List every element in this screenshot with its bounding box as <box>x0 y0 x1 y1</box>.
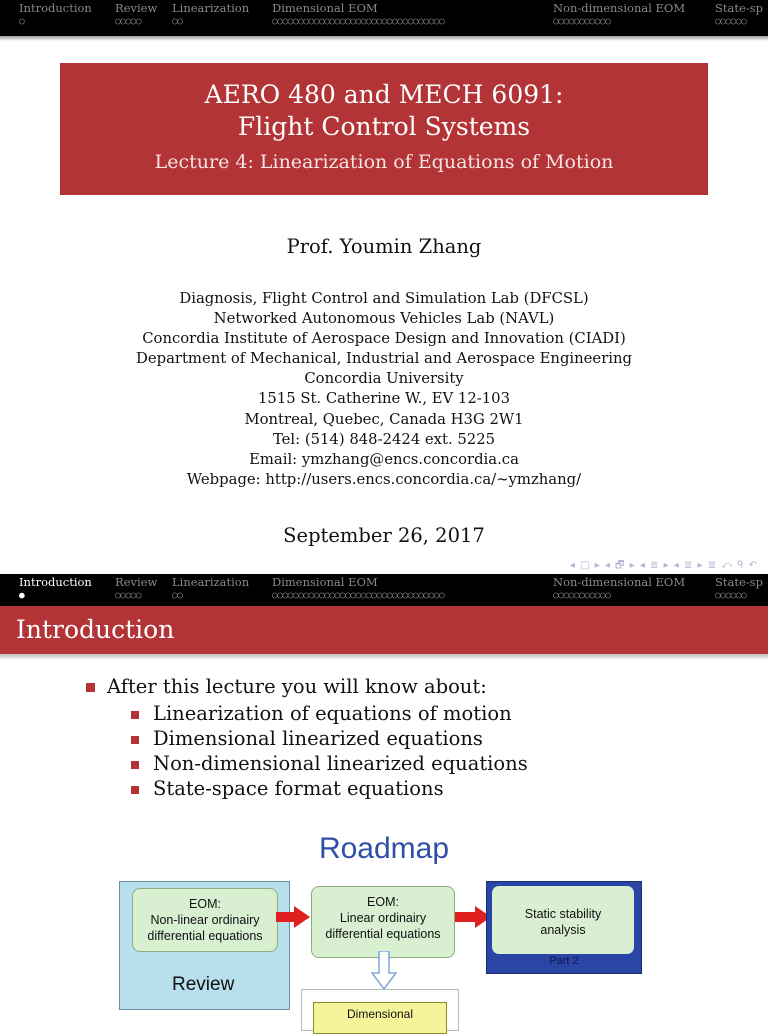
square-bullet-icon <box>131 711 139 719</box>
presentation-date: September 26, 2017 <box>283 524 485 547</box>
affiliation-block <box>0 289 768 490</box>
nav-section-state-space[interactable]: State-sp <box>715 1 763 15</box>
list-item-text: Linearization of equations of motion <box>153 702 512 725</box>
affiliation-line: Department of Mechanical, Industrial and Aerospace Engineering <box>136 350 632 368</box>
nav-dots-introduction[interactable]: ○ <box>19 16 25 27</box>
nav-dots-linearization[interactable]: ○○ <box>172 16 183 27</box>
list-item-text: Dimensional linearized equations <box>153 727 483 750</box>
nav-shadow <box>0 36 768 41</box>
email-line: Email: ymzhang@encs.concordia.ca <box>249 450 519 468</box>
nav-section-linearization[interactable]: Linearization <box>172 1 250 15</box>
presentation-subtitle: Lecture 4: Linearization of Equations of Motion <box>154 151 614 173</box>
presentation-title-line1: AERO 480 and MECH 6091: <box>204 80 564 109</box>
list-item <box>86 751 528 776</box>
frame-title: Introduction <box>16 615 175 644</box>
nav-section-introduction[interactable]: Introduction <box>19 575 92 589</box>
nav-dots-review[interactable]: ○○○○○ <box>115 16 142 27</box>
dimensional-label: Dimensional <box>346 1007 414 1021</box>
eom-linear-box <box>311 886 455 958</box>
static-stability-line2: analysis <box>540 923 586 937</box>
eom-linear-line3: differential equations <box>325 927 441 941</box>
outline-list <box>86 674 528 801</box>
nav-bar-slide1 <box>0 0 768 36</box>
presentation-title-line2: Flight Control Systems <box>237 112 531 141</box>
list-item <box>86 776 528 801</box>
phone-line: Tel: (514) 848-2424 ext. 5225 <box>272 430 496 448</box>
beamer-navigation-symbols[interactable]: ◂ □ ▸ ◂ 🗗 ▸ ◂ ≣ ▸ ◂ ≣ ▸ ≣ ⤺ ᑫ ↶ <box>569 560 758 571</box>
eom-nonlinear-line2: Non-linear ordinairy <box>150 913 260 927</box>
static-stability-line1: Static stability <box>524 907 602 921</box>
list-item <box>86 674 528 699</box>
title-box <box>60 63 708 195</box>
part2-label: Part 2 <box>549 955 579 967</box>
arrow-right-icon <box>276 912 296 922</box>
author-name: Prof. Youmin Zhang <box>286 235 482 258</box>
nav-dots-nondimensional-eom[interactable]: ○○○○○○○○○○○ <box>553 590 611 601</box>
square-bullet-icon <box>131 786 139 794</box>
nav-dots-state-space[interactable]: ○○○○○○ <box>715 590 747 601</box>
affiliation-line: Concordia University <box>304 370 464 388</box>
static-stability-box <box>492 886 634 954</box>
list-item <box>86 701 528 726</box>
nav-dots-dimensional-eom[interactable]: ○○○○○○○○○○○○○○○○○○○○○○○○○○○○○○○○○ <box>272 16 445 27</box>
nav-dots-review[interactable]: ○○○○○ <box>115 590 142 601</box>
list-item-text: After this lecture you will know about: <box>107 675 487 698</box>
review-label: Review <box>172 974 235 995</box>
eom-nonlinear-line3: differential equations <box>147 929 263 943</box>
arrow-down-icon <box>371 951 397 991</box>
nav-dots-dimensional-eom[interactable]: ○○○○○○○○○○○○○○○○○○○○○○○○○○○○○○○○○ <box>272 590 445 601</box>
eom-nonlinear-box <box>132 888 278 952</box>
nav-dots-introduction[interactable]: ● <box>19 590 25 601</box>
nav-section-state-space[interactable]: State-sp <box>715 575 763 589</box>
affiliation-line: Networked Autonomous Vehicles Lab (NAVL) <box>213 310 555 328</box>
affiliation-line: Concordia Institute of Aerospace Design and Innovation (CIADI) <box>142 330 626 348</box>
dimensional-box <box>313 1002 447 1034</box>
nav-dots-nondimensional-eom[interactable]: ○○○○○○○○○○○ <box>553 16 611 27</box>
nav-section-linearization[interactable]: Linearization <box>172 575 250 589</box>
eom-nonlinear-line1: EOM: <box>189 897 221 911</box>
nav-section-nondimensional-eom[interactable]: Non-dimensional EOM <box>553 575 686 589</box>
dimensional-outer-box <box>301 989 459 1031</box>
frame-title-bar <box>0 606 768 654</box>
nav-dots-state-space[interactable]: ○○○○○○ <box>715 16 747 27</box>
square-bullet-icon <box>86 683 95 692</box>
roadmap-title: Roadmap <box>318 832 450 865</box>
frame-title-shadow <box>0 654 768 660</box>
nav-section-nondimensional-eom[interactable]: Non-dimensional EOM <box>553 1 686 15</box>
nav-section-dimensional-eom[interactable]: Dimensional EOM <box>272 1 378 15</box>
nav-section-review[interactable]: Review <box>115 1 158 15</box>
list-item-text: Non-dimensional linearized equations <box>153 752 528 775</box>
square-bullet-icon <box>131 736 139 744</box>
nav-dots-linearization[interactable]: ○○ <box>172 590 183 601</box>
webpage-line: Webpage: http://users.encs.concordia.ca/∼ymzhang/ <box>186 470 582 488</box>
review-box <box>119 881 290 1010</box>
affiliation-line: Diagnosis, Flight Control and Simulation Lab (DFCSL) <box>179 290 589 307</box>
address-line: 1515 St. Catherine W., EV 12-103 <box>257 390 511 408</box>
address-line: Montreal, Quebec, Canada H3G 2W1 <box>244 410 524 428</box>
arrow-right-icon <box>455 912 477 922</box>
nav-bar-slide2 <box>0 574 768 610</box>
list-item-text: State-space format equations <box>153 777 444 800</box>
nav-section-review[interactable]: Review <box>115 575 158 589</box>
eom-linear-line1: EOM: <box>367 895 399 909</box>
nav-section-introduction[interactable]: Introduction <box>19 1 92 15</box>
arrow-head-icon <box>294 906 310 928</box>
eom-linear-line2: Linear ordinairy <box>339 911 427 925</box>
nav-section-dimensional-eom[interactable]: Dimensional EOM <box>272 575 378 589</box>
part2-box <box>486 881 642 974</box>
list-item <box>86 726 528 751</box>
square-bullet-icon <box>131 761 139 769</box>
